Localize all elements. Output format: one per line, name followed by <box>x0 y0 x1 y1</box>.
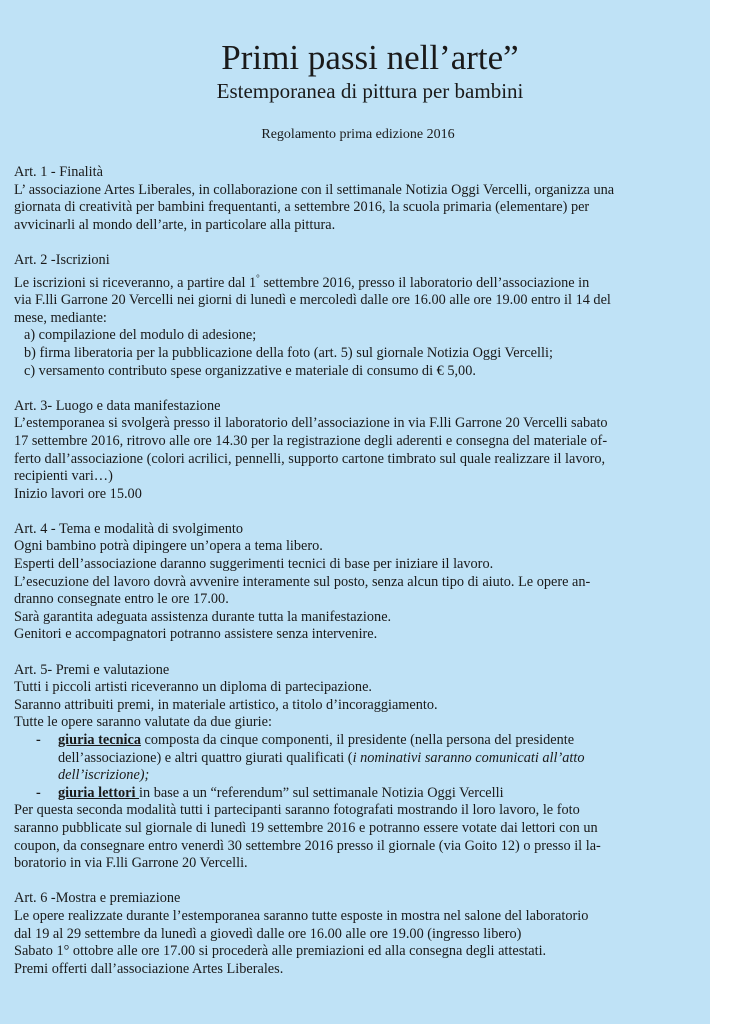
list-item: a) compilazione del modulo di adesione; <box>24 327 257 344</box>
document-body <box>14 164 704 996</box>
paragraph-line: mese, mediante: <box>14 309 107 326</box>
article-heading: Art. 5- Premi e valutazione <box>14 661 170 678</box>
paragraph-line: Premi offerti dall’associazione Artes Liberales. <box>14 960 284 977</box>
paragraph-line: L’ associazione Artes Liberales, in collaborazione con il settimanale Notizia Oggi Vercelli, organizza una <box>14 181 615 198</box>
article-2 <box>14 252 704 380</box>
document-title: Primi passi nell’arte” <box>221 38 519 77</box>
paragraph-line: avvicinarli al mondo dell’arte, in particolare alla pittura. <box>14 216 336 233</box>
article-3 <box>14 398 704 504</box>
article-heading: Art. 4 - Tema e modalità di svolgimento <box>14 520 244 537</box>
article-heading: Art. 2 -Iscrizioni <box>14 251 110 268</box>
paragraph-line: Saranno attribuiti premi, in materiale artistico, a titolo d’incoraggiamento. <box>14 696 438 713</box>
paragraph-line: dranno consegnate entro le ore 17.00. <box>14 591 229 608</box>
bullet-dash: - <box>36 732 41 748</box>
text-run: Le iscrizioni si riceveranno, a partire dal 1 <box>14 274 257 291</box>
paragraph-line: Sarà garantita adeguata assistenza durante tutta la manifestazione. <box>14 608 392 625</box>
article-heading: Art. 6 -Mostra e premiazione <box>14 890 181 907</box>
paragraph-line: Tutti i piccoli artisti riceveranno un diploma di partecipazione. <box>14 679 372 696</box>
paragraph-line: coupon, da consegnare entro venerdì 30 settembre 2016 presso il giornale (via Goito 12) o presso il la- <box>14 837 601 854</box>
jury-item-technical <box>14 732 704 750</box>
article-6 <box>14 890 704 978</box>
paragraph-line <box>14 270 704 293</box>
paragraph-line: Esperti dell’associazione daranno suggerimenti tecnici di base per iniziare il lavoro. <box>14 556 494 573</box>
regulation-label: Regolamento prima edizione 2016 <box>261 127 455 142</box>
paragraph-line: L’esecuzione del lavoro dovrà avvenire interamente sul posto, senza alcun tipo di aiuto. Le opere an- <box>14 573 591 590</box>
paragraph-line: giornata di creatività per bambini frequentanti, a settembre 2016, la scuola primaria (elementare) per <box>14 199 590 216</box>
jury-label: giuria tecnica <box>58 732 141 748</box>
article-1 <box>14 164 704 234</box>
italic-note: i nominativi saranno comunicati all’atto <box>352 749 585 766</box>
text-run: settembre 2016, presso il laboratorio dell’associazione in <box>259 274 590 291</box>
bullet-dash: - <box>36 784 41 801</box>
paragraph-line: 17 settembre 2016, ritrovo alle ore 14.30 per la registrazione degli aderenti e consegna del materiale of- <box>14 432 608 449</box>
jury-label: giuria lettori <box>58 784 139 801</box>
paragraph-line: Tutte le opere saranno valutate da due giurie: <box>14 714 272 731</box>
paragraph-line: recipienti vari…) <box>14 468 113 485</box>
document-subtitle: Estemporanea di pittura per bambini <box>216 79 524 103</box>
article-heading: Art. 3- Luogo e data manifestazione <box>14 397 221 414</box>
article-heading: Art. 1 - Finalità <box>14 164 103 180</box>
paragraph-line: saranno pubblicate sul giornale di lunedì 19 settembre 2016 e potranno essere votate dai lettori con un <box>14 819 598 836</box>
list-item: c) versamento contributo spese organizzative e materiale di consumo di € 5,00. <box>24 362 476 379</box>
text-run: dell’associazione) e altri quattro giurati qualificati ( <box>58 749 353 766</box>
paragraph-line: Le opere realizzate durante l’estemporanea saranno tutte esposte in mostra nel salone del laboratorio <box>14 907 589 924</box>
paragraph-line: ferto dall’associazione (colori acrilici, pennelli, supporto cartone timbrato sul quale realizzare il lavoro, <box>14 450 606 467</box>
degree-mark: ° <box>256 272 260 283</box>
text-run: in base a un “referendum” sul settimanale Notizia Oggi Vercelli <box>139 784 504 801</box>
paragraph-line: dal 19 al 29 settembre da lunedì a giovedì dalle ore 16.00 alle ore 19.00 (ingresso libero) <box>14 925 522 942</box>
paragraph-line: via F.lli Garrone 20 Vercelli nei giorni di lunedì e mercoledì dalle ore 16.00 alle ore 19.00 entro il 14 del <box>14 292 611 309</box>
paragraph-line: L’estemporanea si svolgerà presso il laboratorio dell’associazione in via F.lli Garrone 20 Vercelli sabato <box>14 415 608 432</box>
paragraph-line: Genitori e accompagnatori potranno assistere senza intervenire. <box>14 626 378 643</box>
paragraph-line: Per questa seconda modalità tutti i partecipanti saranno fotografati mostrando il loro lavoro, le foto <box>14 802 580 819</box>
list-item: b) firma liberatoria per la pubblicazione della foto (art. 5) sul giornale Notizia Oggi Vercelli; <box>24 344 553 361</box>
article-4 <box>14 521 704 644</box>
jury-item-readers <box>14 785 704 803</box>
paragraph-line: Ogni bambino potrà dipingere un’opera a tema libero. <box>14 538 323 555</box>
italic-note: dell’iscrizione); <box>58 767 150 784</box>
paragraph-line: Sabato 1° ottobre alle ore 17.00 si procederà alle premiazioni ed alla consegna degli attestati. <box>14 943 547 960</box>
jury-item-continuation <box>14 750 704 768</box>
article-5 <box>14 662 704 873</box>
paragraph-line: Inizio lavori ore 15.00 <box>14 485 142 502</box>
paragraph-line: boratorio in via F.lli Garrone 20 Vercelli. <box>14 855 248 872</box>
text-run: composta da cinque componenti, il presidente (nella persona del presidente <box>140 732 575 748</box>
